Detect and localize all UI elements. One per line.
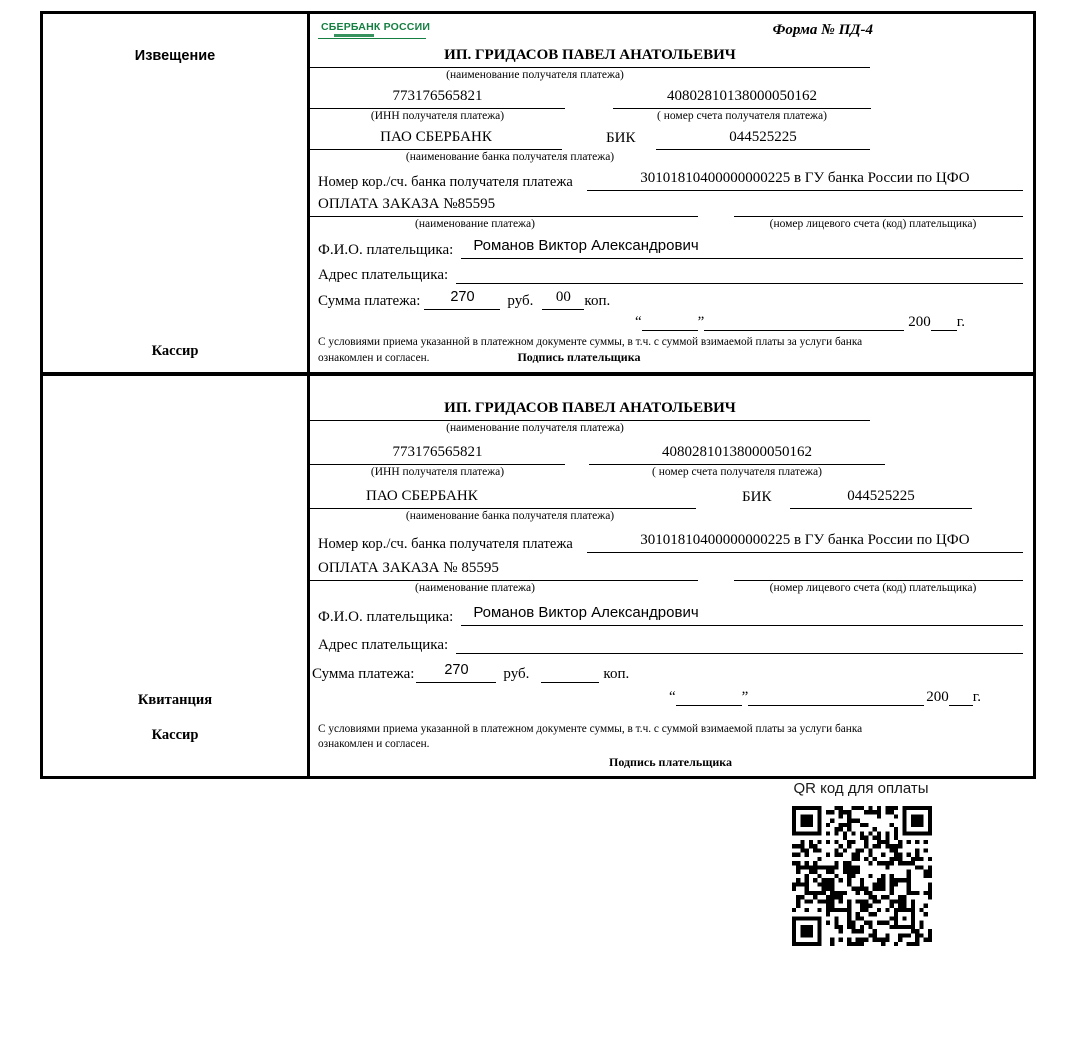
- personal-account-line: [734, 197, 1023, 217]
- address-label: Адрес плательщика:: [318, 637, 449, 653]
- personal-account-label: (номер лицевого счета (код) плательщика): [769, 218, 977, 230]
- payer-fio-value: Романов Виктор Александрович: [473, 237, 699, 254]
- form-number: Форма № ПД-4: [772, 22, 873, 38]
- bik-value: 044525225: [656, 128, 870, 150]
- receipt-side-column: [43, 376, 310, 776]
- account-label: ( номер счета получателя платежа): [652, 466, 822, 478]
- sum-rub-value: 270: [450, 289, 475, 305]
- sum-kop-value: [541, 679, 599, 683]
- agreement-line2: ознакомлен и согласен.: [318, 352, 430, 364]
- inn-value: 773176565821: [310, 443, 565, 465]
- bank-name-value: ПАО СБЕРБАНК: [310, 487, 696, 509]
- year-prefix: 200: [908, 314, 931, 330]
- inn-label: (ИНН получателя платежа): [370, 466, 505, 478]
- date-day-line: [642, 312, 698, 331]
- sberbank-logo-tagline: [334, 34, 374, 37]
- payee-name-label: (наименование получателя платежа): [446, 422, 624, 434]
- agreement-line2: ознакомлен и согласен.: [318, 738, 430, 750]
- rub-label: руб.: [503, 666, 530, 682]
- address-label: Адрес плательщика:: [318, 267, 449, 283]
- pd4-form: [40, 11, 1036, 779]
- sum-label: Сумма платежа:: [312, 666, 415, 682]
- payer-fio-value: Романов Виктор Александрович: [473, 604, 699, 621]
- date-quote-open: “: [668, 689, 676, 705]
- receipt-content: [310, 376, 1033, 776]
- personal-account-label: (номер лицевого счета (код) плательщика): [769, 582, 977, 594]
- notice-side-column: [43, 14, 310, 372]
- date-quote-close: ”: [741, 689, 749, 705]
- date-month-line: [748, 687, 924, 706]
- notice-content: [310, 14, 1033, 372]
- bik-value: 044525225: [790, 487, 972, 509]
- corr-account-value: 30101810400000000225 в ГУ банка России по ЦФО: [587, 169, 1023, 191]
- inn-value: 773176565821: [310, 87, 565, 109]
- corr-account-label: Номер кор./сч. банка получателя платежа: [318, 174, 573, 190]
- year-line: [931, 312, 957, 331]
- payee-name: ИП. ГРИДАСОВ ПАВЕЛ АНАТОЛЬЕВИЧ: [310, 399, 870, 421]
- payment-name-value: ОПЛАТА ЗАКАЗА №85595: [310, 195, 698, 217]
- notice-title: Извещение: [134, 48, 216, 64]
- bank-name-label: (наименование банка получателя платежа): [405, 151, 615, 163]
- signature-label: Подпись плательщика: [609, 755, 732, 769]
- rub-label: руб.: [507, 293, 534, 309]
- date-month-line: [704, 312, 904, 331]
- year-prefix: 200: [926, 689, 949, 705]
- section-notice: [43, 14, 1033, 372]
- corr-account-value: 30101810400000000225 в ГУ банка России по ЦФО: [587, 531, 1023, 553]
- sum-label: Сумма платежа:: [318, 293, 421, 309]
- sberbank-logo-text: СБЕРБАНК РОССИИ: [321, 21, 431, 33]
- bik-label: БИК: [606, 130, 636, 146]
- sum-kop-value: 00: [542, 288, 584, 310]
- year-suffix: г.: [956, 314, 965, 330]
- bank-name-value: ПАО СБЕРБАНК: [310, 128, 562, 150]
- qr-label: QR код для оплаты: [793, 780, 929, 797]
- account-value: 40802810138000050162: [589, 443, 885, 465]
- payment-name-label: (наименование платежа): [415, 582, 535, 594]
- section-receipt: [43, 372, 1033, 776]
- sberbank-logo: [318, 21, 431, 39]
- receipt-title: Квитанция: [137, 692, 213, 708]
- payee-name-label: (наименование получателя платежа): [446, 69, 624, 81]
- kop-label: коп.: [603, 666, 630, 682]
- agreement-line1: С условиями приема указанной в платежном документе суммы, в т.ч. с суммой взимаемой платы за услуги банка: [318, 336, 863, 348]
- receipt-cashier-label: Кассир: [151, 727, 199, 743]
- corr-account-label: Номер кор./сч. банка получателя платежа: [318, 536, 573, 552]
- bik-label: БИК: [742, 489, 772, 505]
- qr-block: [786, 780, 936, 951]
- payment-name-value: ОПЛАТА ЗАКАЗА № 85595: [310, 559, 698, 581]
- kop-label: коп.: [584, 293, 611, 309]
- payment-name-label: (наименование платежа): [415, 218, 535, 230]
- fio-label: Ф.И.О. плательщика:: [318, 609, 454, 625]
- date-day-line: [676, 687, 742, 706]
- qr-code: [792, 806, 932, 946]
- date-quote-close: ”: [697, 314, 705, 330]
- bank-name-label: (наименование банка получателя платежа): [405, 510, 615, 522]
- account-label: ( номер счета получателя платежа): [657, 110, 827, 122]
- sum-rub-value: 270: [444, 662, 469, 678]
- fio-label: Ф.И.О. плательщика:: [318, 242, 454, 258]
- signature-label: Подпись плательщика: [517, 350, 641, 364]
- payee-name: ИП. ГРИДАСОВ ПАВЕЛ АНАТОЛЬЕВИЧ: [310, 46, 870, 68]
- year-suffix: г.: [972, 689, 981, 705]
- agreement-line1: С условиями приема указанной в платежном документе суммы, в т.ч. с суммой взимаемой платы за услуги банка: [318, 723, 863, 735]
- inn-label: (ИНН получателя платежа): [370, 110, 505, 122]
- notice-cashier-label: Кассир: [151, 343, 199, 359]
- date-quote-open: “: [634, 314, 642, 330]
- year-line: [949, 687, 973, 706]
- personal-account-line: [734, 561, 1023, 581]
- account-value: 40802810138000050162: [613, 87, 871, 109]
